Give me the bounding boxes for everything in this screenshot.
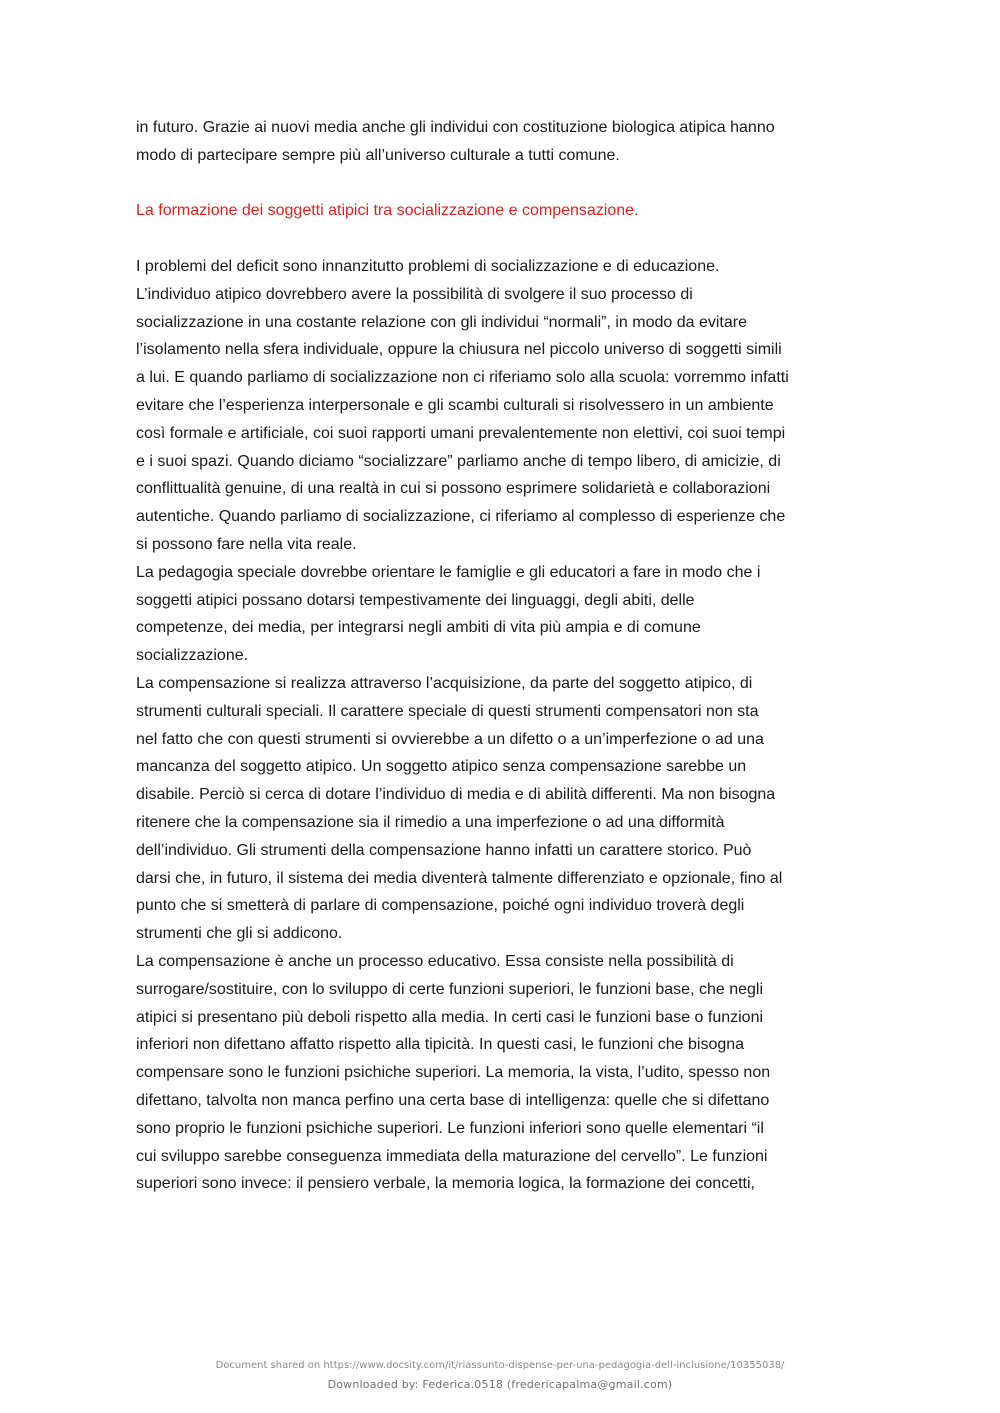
- text-line: così formale e artificiale, coi suoi rapporti umani prevalentemente non elettivi, coi suoi tempi: [136, 424, 786, 442]
- text-line: sono proprio le funzioni psichiche superiori. Le funzioni inferiori sono quelle elementari “il: [136, 1119, 764, 1137]
- text-line: in futuro. Grazie ai nuovi media anche gli individui con costituzione biologica atipica hanno: [136, 119, 775, 136]
- section-heading-text: La formazione dei soggetti atipici tra socializzazione e compensazione.: [136, 202, 639, 219]
- text-line: darsi che, in futuro, il sistema dei media diventerà talmente differenziato e opzionale, fino al: [136, 869, 783, 887]
- text-line: disabile. Perciò si cerca di dotare l’individuo di media e di abilità differenti. Ma non bisogna: [136, 786, 776, 804]
- text-line: superiori sono invece: il pensiero verbale, la memoria logica, la formazione dei concetti,: [136, 1175, 755, 1193]
- text-line: L’individuo atipico dovrebbero avere la possibilità di svolgere il suo processo di: [136, 285, 693, 303]
- text-line: socializzazione in una costante relazione con gli individui “normali”, in modo da evitare: [136, 313, 747, 331]
- text-line: cui sviluppo sarebbe conseguenza immediata della maturazione del cervello”. Le funzioni: [136, 1147, 768, 1165]
- text-line: mancanza del soggetto atipico. Un soggetto atipico senza compensazione sarebbe un: [136, 758, 747, 776]
- text-line: punto che si smetterà di parlare di compensazione, poiché ogni individuo troverà degli: [136, 897, 745, 915]
- text-line: conflittualità genuine, di una realtà in cui si possono esprimere solidarietà e collaborazioni: [136, 480, 771, 498]
- text-line: si possono fare nella vita reale.: [136, 535, 357, 553]
- text-line: nel fatto che con questi strumenti si ovvierebbe a un difetto o a un’imperfezione o ad una: [136, 730, 764, 748]
- section-heading: [136, 197, 876, 225]
- text-line: atipici si presentano più deboli rispetto alla media. In certi casi le funzioni base o funzioni: [136, 1008, 764, 1026]
- body-paragraphs: [136, 253, 876, 1198]
- text-line: La compensazione è anche un processo educativo. Essa consiste nella possibilità di: [136, 952, 734, 970]
- text-line: La pedagogia speciale dovrebbe orientare le famiglie e gli educatori a fare in modo che i: [136, 563, 761, 581]
- text-line: competenze, dei media, per integrarsi negli ambiti di vita più ampia e di comune: [136, 619, 701, 637]
- text-line: compensare sono le funzioni psichiche superiori. La memoria, la vista, l’udito, spesso non: [136, 1064, 771, 1082]
- text-line: ritenere che la compensazione sia il rimedio a una imperfezione o ad una difformità: [136, 813, 725, 831]
- intro-paragraph: [136, 114, 876, 170]
- text-line: difettano, talvolta non manca perfino una certa base di intelligenza: quelle che si difettano: [136, 1091, 770, 1109]
- text-line: dell’individuo. Gli strumenti della compensazione hanno infatti un carattere storico. Può: [136, 841, 752, 859]
- text-line: La compensazione si realizza attraverso l’acquisizione, da parte del soggetto atipico, di: [136, 674, 753, 692]
- text-line: surrogare/sostituire, con lo sviluppo di certe funzioni superiori, le funzioni base, che negli: [136, 980, 764, 998]
- text-line: strumenti culturali speciali. Il carattere speciale di questi strumenti compensatori non sta: [136, 702, 759, 720]
- text-line: inferiori non difettano affatto rispetto alla tipicità. In questi casi, le funzioni che bisogna: [136, 1036, 745, 1054]
- text-line: socializzazione.: [136, 647, 249, 665]
- text-line: soggetti atipici possano dotarsi tempestivamente dei linguaggi, degli abiti, delle: [136, 591, 695, 609]
- text-line: modo di partecipare sempre più all’universo culturale a tutti comune.: [136, 146, 620, 164]
- text-line: strumenti che gli si addicono.: [136, 925, 343, 943]
- text-line: autentiche. Quando parliamo di socializzazione, ci riferiamo al complesso di esperienze che: [136, 508, 786, 526]
- footer-downloaded-by: Downloaded by: Federica.0518 (fredericapalma@gmail.com): [327, 1378, 673, 1391]
- text-line: a lui. E quando parliamo di socializzazione non ci riferiamo solo alla scuola: vorremmo infatti: [136, 369, 789, 387]
- text-line: I problemi del deficit sono innanzitutto problemi di socializzazione e di educazione.: [136, 258, 720, 275]
- text-line: e i suoi spazi. Quando diciamo “socializzare” parliamo anche di tempo libero, di amicizie, di: [136, 452, 781, 470]
- footer-shared-link: Document shared on https://www.docsity.com/it/riassunto-dispense-per-una-pedagogia-dell-inclusione/10355038/: [215, 1360, 785, 1371]
- text-line: evitare che l’esperienza interpersonale e gli scambi culturali si risolvessero in un ambiente: [136, 396, 774, 414]
- text-line: l’isolamento nella sfera individuale, oppure la chiusura nel piccolo universo di soggetti simili: [136, 341, 782, 359]
